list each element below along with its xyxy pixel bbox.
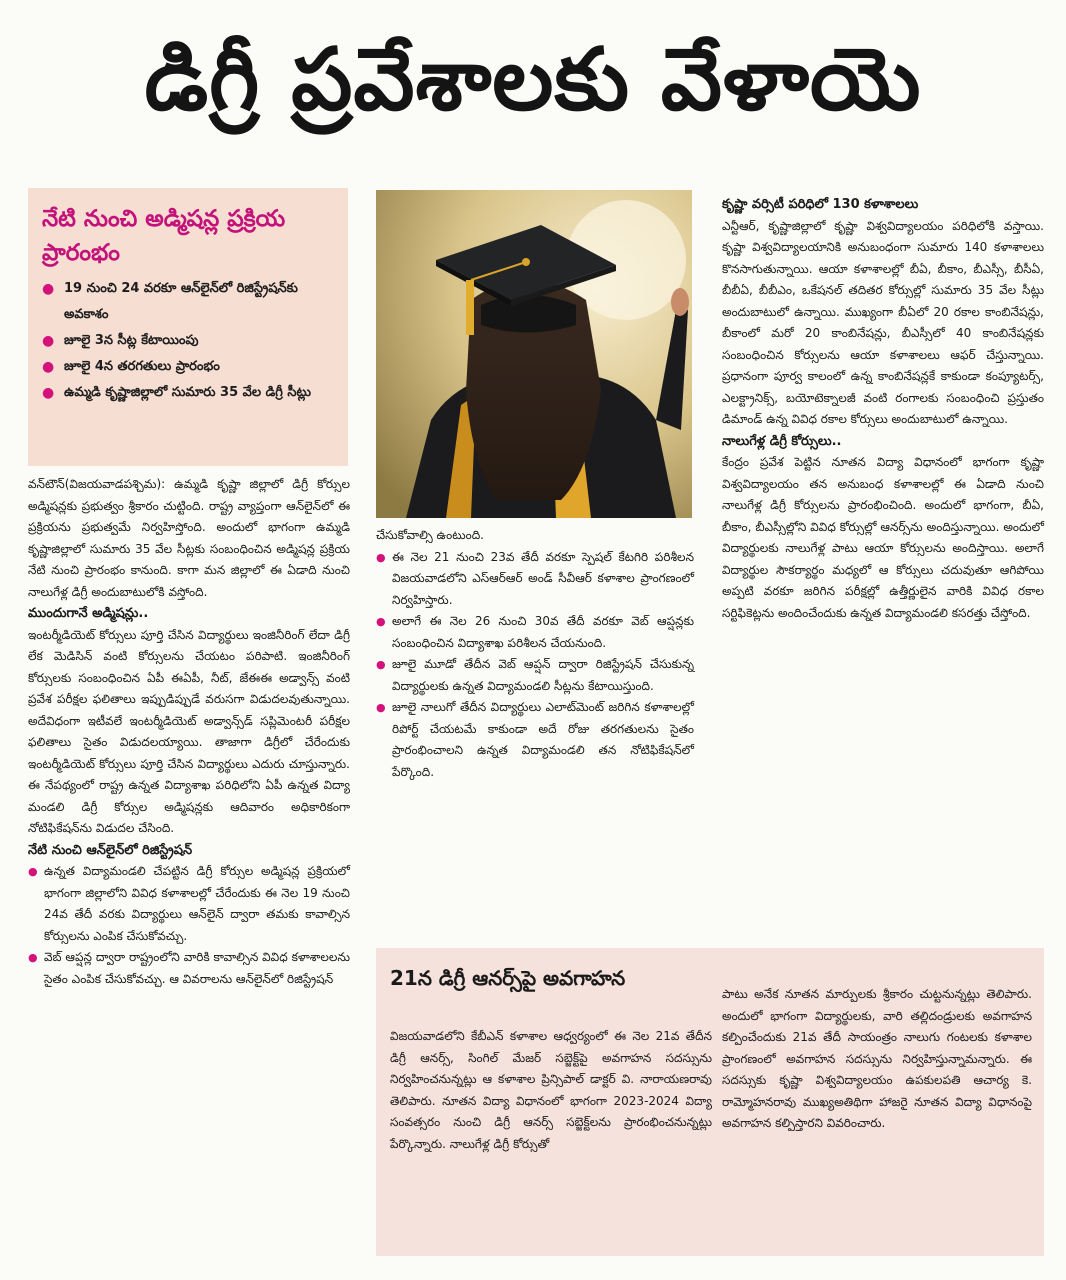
bullet-icon: ●: [376, 701, 386, 714]
side-story-box: [376, 948, 1044, 1256]
list-item: ● ఈ నెల 21 నుంచి 23వ తేదీ వరకూ స్పెషల్‌ కేటగిరి పరిశీలన విజయవాడలోని ఎస్‌ఆర్‌ఆర్‌ అండ్‌ సీవీఆర్‌ కళాశాల ప్రాంగణంలో నిర్వహిస్తారు.: [376, 547, 694, 612]
graduation-photo: [376, 190, 692, 518]
side-story-text-right: పాటు అనేక నూతన మార్పులకు శ్రీకారం చుట్టనున్నట్లు తెలిపారు. అందులో భాగంగా విద్యార్థులకు, వారి తల్లిదండ్రులకు అవగాహన కల్పించేందుకు 21వ తేదీ సాయంత్రం నాలుగు గంటలకు కళాశాల ప్రాంగణంలో అవగాహన సదస్సును నిర్వహిస్తున్నామన్నారు. ఈ సదస్సుకు కృష్ణా విశ్వవిద్యాలయం ఉపకులపతి ఆచార్య కె. రామ్మోహనరావు ముఖ్యఅతిథిగా హాజరై నూతన విద్యా విధానంపై అవగాహన కల్పిస్తారని వివరించారు.: [722, 987, 1032, 1130]
highlight-item: ● జూలై 3న సీట్ల కేటాయింపు: [42, 328, 334, 354]
article-intro: వన్‌టౌన్‌(విజయవాడపశ్చిమ): ఉమ్మడి కృష్ణా జిల్లాలో డిగ్రీ కోర్సుల అడ్మిషన్లకు ప్రభుత్వం శ్రీకారం చుట్టింది. రాష్ట్ర వ్యాప్తంగా ఆన్‌లైన్‌లో ఈ ప్రక్రియను ప్రభుత్వమే నిర్వహిస్తోంది. అందులో భాగంగా ఉమ్మడి కృష్ణాజిల్లాలో సుమారు 35 వేల సీట్లకు సంబంధించిన అడ్మిషన్ల ప్రక్రియ నేటి నుంచి ప్రారంభం కానుంది. కాగా మన జిల్లాలో ఈ ఏడాది నుంచి నాలుగేళ్ల డిగ్రీ అందుబాటులోకి వస్తోంది.: [28, 477, 350, 599]
paragraph: ఇంటర్మీడియెట్‌ కోర్సులు పూర్తి చేసిన విద్యార్థులు ఇంజినీరింగ్‌ లేదా డిగ్రీ లేక మెడిసిన్‌ వంటి కోర్సులను చేయటం పరిపాటి. ఇంజినీరింగ్‌ కోర్సులకు సంబంధించిన ఏపీ ఈఏపీ, నీట్‌, జేఈఈ అడ్వాన్స్‌ వంటి ప్రవేశ పరీక్షల ఫలితాలు ఇప్పుడిప్పుడే వరుసగా విడుదలవుతున్నాయి. అదేవిధంగా ఇటీవలే ఇంటర్మీడియెట్‌ అడ్వాన్స్‌డ్‌ సప్లిమెంటరీ పరీక్షల ఫలితాలు సైతం విడుదలయ్యాయి. తాజాగా డిగ్రీలో చేరేందుకు ఇంటర్మీడియెట్‌ కోర్సులు పూర్తి చేసిన విద్యార్థులు ఎదురు చూస్తున్నారు. ఈ నేపథ్యంలో రాష్ట్ర ఉన్నత విద్యాశాఖ పరిధిలోని ఏపీ ఉన్నత విద్యా మండలి డిగ్రీ కోర్సుల అడ్మిషన్లకు ఆదివారం అధికారికంగా నోటిఫికేషన్‌ను విడుదల చేసింది.: [28, 627, 350, 835]
bullet-icon: ●: [42, 333, 55, 349]
side-story-text-left: విజయవాడలోని కేబీఎన్‌ కళాశాల ఆధ్వర్యంలో ఈ నెల 21వ తేదీన డిగ్రీ ఆనర్స్‌, సింగిల్‌ మేజర్‌ సబ్జెక్ట్‌పై అవగాహన సదస్సును నిర్వహించనున్నట్లు ఆ కళాశాల ప్రిన్సిపాల్‌ డాక్టర్‌ వి. నారాయణరావు తెలిపారు. నూతన విద్యా విధానంలో భాగంగా 2023-2024 విద్యా సంవత్సరం నుంచి డిగ్రీ ఆనర్స్‌ సబ్జెక్ట్‌లను ప్రారంభించనున్నట్లు పేర్కొన్నారు. నాలుగేళ్ల డిగ్రీ కోర్సుతో: [390, 1029, 712, 1151]
highlight-item: ● జూలై 4న తరగతులు ప్రారంభం: [42, 354, 334, 380]
bullet-icon: ●: [42, 281, 55, 297]
bullet-icon: ●: [376, 550, 386, 564]
bullet-icon: ●: [376, 615, 386, 628]
list-item: ● అలాగే ఈ నెల 26 నుంచి 30వ తేదీ వరకూ వెబ్‌ ఆప్షన్లకు సంబంధించిన విద్యాశాఖ పరిశీలన చేయనుంది.: [376, 611, 694, 654]
highlight-item: ● 19 నుంచి 24 వరకూ ఆన్‌లైన్‌లో రిజిస్ట్రేషన్‌కు అవకాశం: [42, 276, 334, 328]
list-item: ● జూలై నాలుగో తేదీన విద్యార్థులు ఎలాట్‌మెంట్‌ జరిగిన కళాశాలల్లో రిపోర్ట్‌ చేయటమే కాకుండా అదే రోజు తరగతులను సైతం ప్రారంభించాలని ఉన్నత విద్యామండలి తన నోటిఫికేషన్‌లో పేర్కొంది.: [376, 697, 694, 783]
highlight-item: ● ఉమ్మడి కృష్ణాజిల్లాలో సుమారు 35 వేల డిగ్రీ సీట్లు: [42, 380, 334, 406]
subheading: నేటి నుంచి ఆన్‌లైన్‌లో రిజిస్ట్రేషన్‌: [28, 842, 193, 858]
headline: డిగ్రీ ప్రవేశాలకు వేళాయె: [144, 30, 922, 130]
subheading: కృష్ణా వర్సిటీ పరిధిలో 130 కళాశాలలు: [722, 197, 919, 212]
highlights-box: [28, 188, 348, 466]
paragraph: ఎన్టీఆర్‌, కృష్ణాజిల్లాలో కృష్ణా విశ్వవిద్యాలయం పరిధిలోకి వస్తాయి. కృష్ణా విశ్వవిద్యాలయానికి అనుబంధంగా సుమారు 140 కళాశాలలు కొనసాగుతున్నాయి. ఆయా కళాశాలల్లో బీఏ, బీకాం, బీఎస్సీ, బీసీఏ, బీబీఏ, బీబీఎం, ఒకేషనల్‌ తదితర కోర్సుల్లో సుమారు 35 వేల సీట్లు అందుబాటులో ఉన్నాయి. ముఖ్యంగా బీఏలో 20 రకాల కాంబినేషన్లు, బీకాంలో మరో 20 కాంబినేషన్లు, బీఎస్సీలో 40 కాంబినేషన్లకు సంబంధించిన కోర్సులను ఆయా కళాశాలలు ఆఫర్‌ చేస్తున్నాయి. ప్రధానంగా పూర్వ కాలంలో ఉన్న కాంబినేషన్లకే కాకుండా కంప్యూటర్స్‌, ఎలక్ట్రానిక్స్‌, బయోటెక్నాలజీ వంటి రంగాలకు సంబంధించి ప్రస్తుతం డిమాండ్‌ ఉన్న వివిధ రకాల కోర్సులు అందుబాటులో ఉన్నాయి.: [722, 218, 1044, 426]
list-item: ● ఉన్నత విద్యామండలి చేపట్టిన డిగ్రీ కోర్సుల అడ్మిషన్ల ప్రక్రియలో భాగంగా జిల్లాలోని వివిధ కళాశాలల్లో చేరేందుకు ఈ నెల 19 నుంచి 24వ తేదీ వరకు విద్యార్థులు ఆన్‌లైన్‌ ద్వారా తమకు కావాల్సిన కోర్సులను ఎంపిక చేసుకోవచ్చు.: [28, 861, 350, 947]
bullet-icon: ●: [28, 951, 38, 964]
bullet-icon: ●: [42, 385, 55, 401]
paragraph: కేంద్రం ప్రవేశ పెట్టిన నూతన విద్యా విధానంలో భాగంగా కృష్ణా విశ్వవిద్యాలయం తన అనుబంధ కళాశాలల్లో ఈ ఏడాది నుంచి నాలుగేళ్ల డిగ్రీ కోర్సులను ప్రారంభించింది. అందులో భాగంగా, బీఏ, బీకాం, బీఎస్సీల్లోని వివిధ కోర్సుల్లో ఆనర్స్‌ను అందిస్తున్నాయి. అందులో విద్యార్థులకు నాలుగేళ్ల పాటు ఆయా కోర్సులను అందిస్తాయి. అలాగే విద్యార్థుల సౌకర్యార్థం మధ్యలో ఆ కోర్సులు చదువుతూ ఆగిపోయి అప్పటి వరకూ జరిగిన పరీక్షల్లో ఉత్తీర్ణులైన వారికి వివిధ రకాల సర్టిఫికెట్లను అందించేందుకు ఉన్నత విద్యామండలి కసరత్తు చేస్తోంది.: [722, 455, 1044, 620]
article-column-1: [28, 474, 350, 1274]
paragraph: చేసుకోవాల్సి ఉంటుంది.: [376, 528, 484, 542]
side-story-title: 21న డిగ్రీ ఆనర్స్‌పై అవగాహన: [390, 966, 626, 990]
list-item: ● వెబ్‌ ఆప్షన్ల ద్వారా రాష్ట్రంలోని వారికి కావాల్సిన వివిధ కళాశాలలను సైతం ఎంపిక చేసుకోవచ్చు. ఆ వివరాలను ఆన్‌లైన్‌లో రిజిస్ట్రేషన్‌: [28, 947, 350, 990]
subheading: ముందుగానే అడ్మిషన్లు..: [28, 606, 149, 621]
bullet-icon: ●: [28, 865, 38, 878]
subheading: నాలుగేళ్ల డిగ్రీ కోర్సులు..: [722, 433, 842, 449]
highlights-title: నేటి నుంచి అడ్మిషన్ల ప్రక్రియ ప్రారంభం: [42, 206, 286, 266]
list-item: ● జూలై మూడో తేదీన వెబ్‌ ఆప్షన్‌ ద్వారా రిజిస్ట్రేషన్‌ చేసుకున్న విద్యార్థులకు ఉన్నత విద్యామండలి సీట్లను కేటాయిస్తుంది.: [376, 654, 694, 697]
bullet-icon: ●: [42, 359, 55, 375]
bullet-icon: ●: [376, 658, 386, 671]
article-column-3: [722, 194, 1044, 934]
article-column-2: [376, 525, 694, 935]
